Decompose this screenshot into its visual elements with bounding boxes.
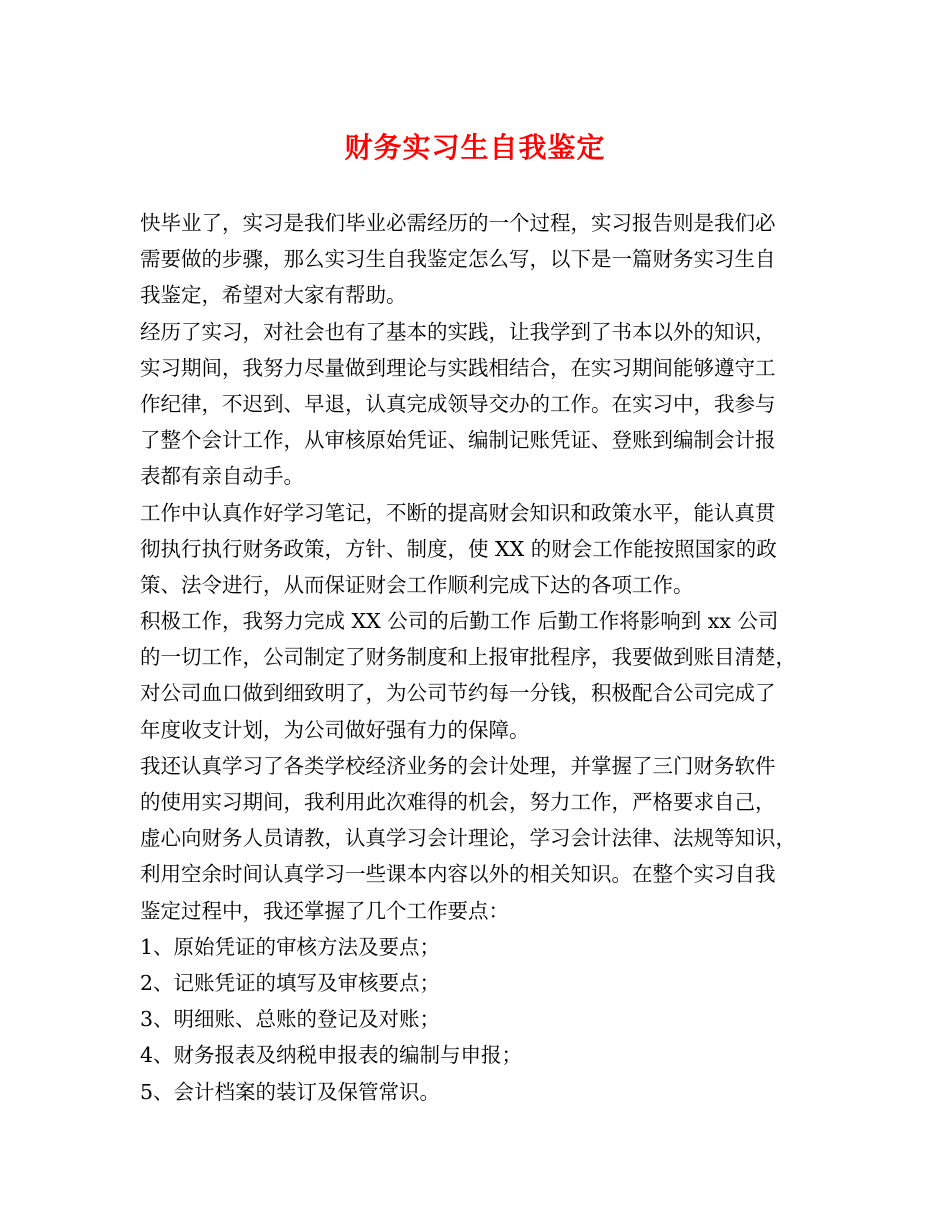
- body-line: 经历了实习，对社会也有了基本的实践，让我学到了书本以外的知识，: [140, 319, 776, 344]
- list-item: 1、原始凭证的审核方法及要点；: [140, 934, 441, 959]
- body-line: 彻执行执行财务政策，方针、制度，使 XX 的财会工作能按照国家的政: [140, 536, 777, 561]
- body-line: 快毕业了，实习是我们毕业必需经历的一个过程，实习报告则是我们必: [140, 211, 776, 235]
- body-line: 对公司血口做到细致明了，为公司节约每一分钱，积极配合公司完成了: [140, 681, 776, 706]
- body-line: 积极工作，我努力完成 XX 公司的后勤工作 后勤工作将影响到 xx 公司: [140, 609, 779, 634]
- body-line: 表都有亲自动手。: [140, 464, 304, 489]
- list-item: 4、财务报表及纳税申报表的编制与申报；: [140, 1043, 523, 1068]
- list-item: 3、明细账、总账的登记及对账；: [140, 1007, 441, 1032]
- body-line: 实习期间，我努力尽量做到理论与实践相结合，在实习期间能够遵守工: [140, 355, 776, 380]
- body-line: 利用空余时间认真学习一些课本内容以外的相关知识。在整个实习自我: [140, 862, 776, 887]
- list-item: 5、会计档案的装订及保管常识。: [140, 1079, 441, 1104]
- body-line: 年度收支计划，为公司做好强有力的保障。: [140, 717, 530, 742]
- body-line: 的使用实习期间，我利用此次难得的机会，努力工作，严格要求自己，: [140, 790, 776, 814]
- body-line: 的一切工作，公司制定了财务制度和上报审批程序，我要做到账目清楚，: [140, 645, 796, 670]
- body-line: 需要做的步骤，那么实习生自我鉴定怎么写，以下是一篇财务实习生自: [140, 247, 776, 272]
- body-line: 我鉴定，希望对大家有帮助。: [140, 283, 407, 308]
- body-line: 工作中认真作好学习笔记，不断的提高财会知识和政策水平，能认真贯: [140, 500, 776, 525]
- document-title: 财务实习生自我鉴定: [344, 131, 606, 164]
- document-body: [140, 205, 820, 1110]
- body-line: 鉴定过程中，我还掌握了几个工作要点：: [140, 898, 509, 923]
- list-item: 2、记账凭证的填写及审核要点；: [140, 970, 441, 995]
- body-line: 了整个会计工作，从审核原始凭证、编制记账凭证、登账到编制会计报: [140, 428, 776, 453]
- body-line: 虚心向财务人员请教，认真学习会计理论，学习会计法律、法规等知识，: [140, 826, 796, 851]
- body-line: 策、法令进行，从而保证财会工作顺利完成下达的各项工作。: [140, 572, 694, 597]
- body-line: 我还认真学习了各类学校经济业务的会计处理，并掌握了三门财务软件: [140, 753, 776, 778]
- body-line: 作纪律，不迟到、早退，认真完成领导交办的工作。在实习中，我参与: [140, 391, 776, 416]
